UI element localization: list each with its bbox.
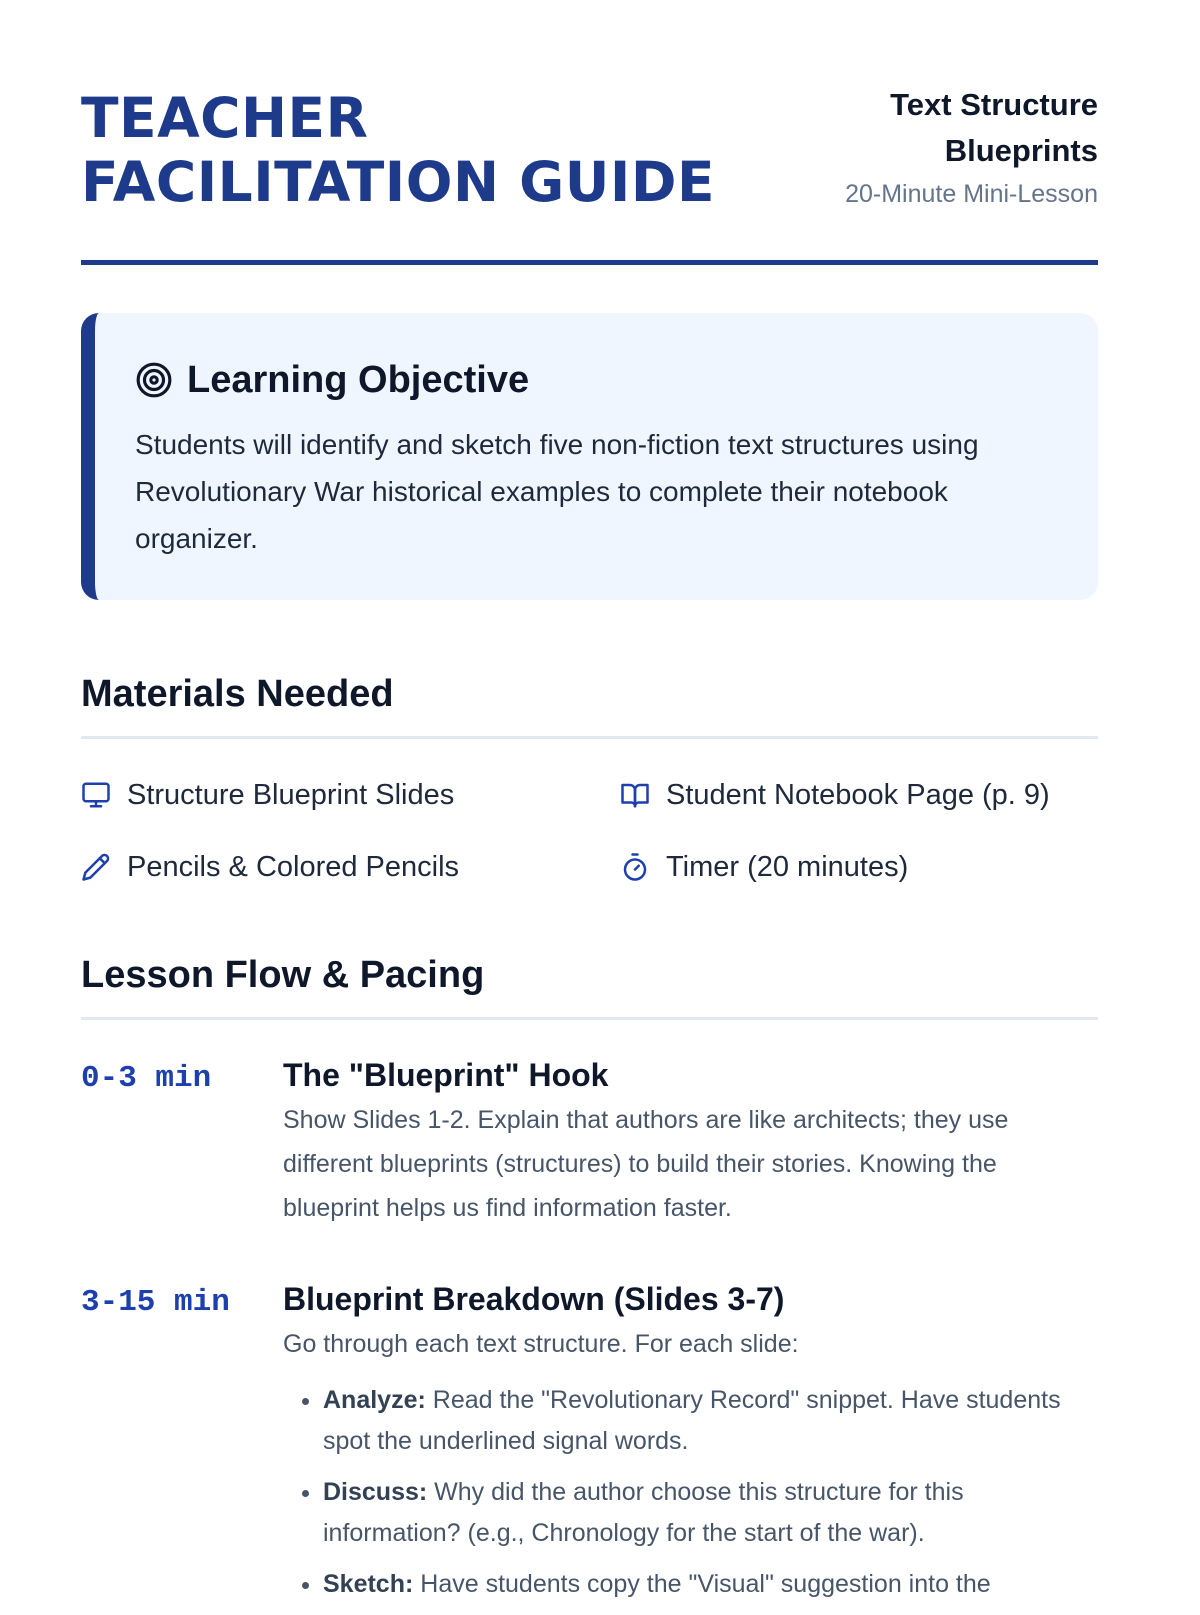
timer-icon — [620, 852, 650, 882]
bullet-label: Analyze: — [323, 1386, 426, 1414]
objective-title: Learning Objective — [187, 359, 530, 401]
flow-step — [81, 1054, 1098, 1230]
guide-header — [81, 0, 1098, 265]
materials-section — [81, 670, 1098, 889]
material-label: Timer (20 minutes) — [666, 851, 909, 883]
material-label: Structure Blueprint Slides — [127, 779, 455, 811]
target-icon — [135, 361, 173, 399]
title-line-2: FACILITATION GUIDE — [81, 150, 716, 214]
material-label: Pencils & Colored Pencils — [127, 851, 460, 883]
pencil-icon — [81, 852, 111, 882]
monitor-icon — [81, 780, 111, 810]
material-item — [620, 773, 1098, 817]
lesson-info — [845, 82, 1098, 212]
lesson-duration: 20-Minute Mini-Lesson — [845, 180, 1098, 208]
page-title — [81, 86, 715, 214]
flow-step — [81, 1278, 1098, 1615]
material-item — [81, 845, 620, 889]
subject-line-2: Blueprints — [944, 133, 1098, 168]
step-title: The "Blueprint" Hook — [283, 1057, 609, 1093]
step-body — [283, 1278, 1098, 1615]
step-description: Show Slides 1-2. Explain that authors are like architects; they use different blueprints (structures) to build their stories. Knowing the blueprint helps us find information faster. — [283, 1106, 1009, 1222]
title-line-1: TEACHER — [81, 86, 369, 150]
bullet-item — [323, 1472, 1098, 1554]
step-body — [283, 1054, 1098, 1230]
bullet-text: Why did the author choose this structure for this information? (e.g., Chronology for the start of the war). — [323, 1478, 964, 1547]
objective-text: Students will identify and sketch five non-fiction text structures using Revolutionary War historical examples to complete their notebook organizer. — [135, 429, 979, 554]
bullet-label: Discuss: — [323, 1478, 428, 1506]
learning-objective-card — [81, 313, 1098, 600]
lesson-subject — [845, 82, 1098, 174]
step-title: Blueprint Breakdown (Slides 3-7) — [283, 1281, 785, 1317]
materials-heading: Materials Needed — [81, 670, 1098, 739]
materials-list — [81, 773, 1098, 889]
material-label: Student Notebook Page (p. 9) — [666, 779, 1050, 811]
objective-heading — [135, 359, 1048, 401]
lesson-flow-section — [81, 951, 1098, 1615]
step-bullet-list — [283, 1380, 1098, 1605]
material-item — [620, 845, 1098, 889]
step-time: 3-15 min — [81, 1285, 230, 1320]
bullet-item — [323, 1380, 1098, 1462]
step-description: Go through each text structure. For each slide: — [283, 1330, 799, 1358]
bullet-item — [323, 1564, 1098, 1605]
step-time: 0-3 min — [81, 1061, 212, 1096]
material-item — [81, 773, 620, 817]
bullet-label: Sketch: — [323, 1570, 414, 1598]
bullet-text: Read the "Revolutionary Record" snippet. Have students spot the underlined signal words. — [323, 1386, 1061, 1455]
book-open-icon — [620, 780, 650, 810]
lesson-flow-heading: Lesson Flow & Pacing — [81, 951, 1098, 1020]
bullet-text: Have students copy the "Visual" suggestion into the — [413, 1570, 991, 1598]
subject-line-1: Text Structure — [890, 87, 1098, 122]
